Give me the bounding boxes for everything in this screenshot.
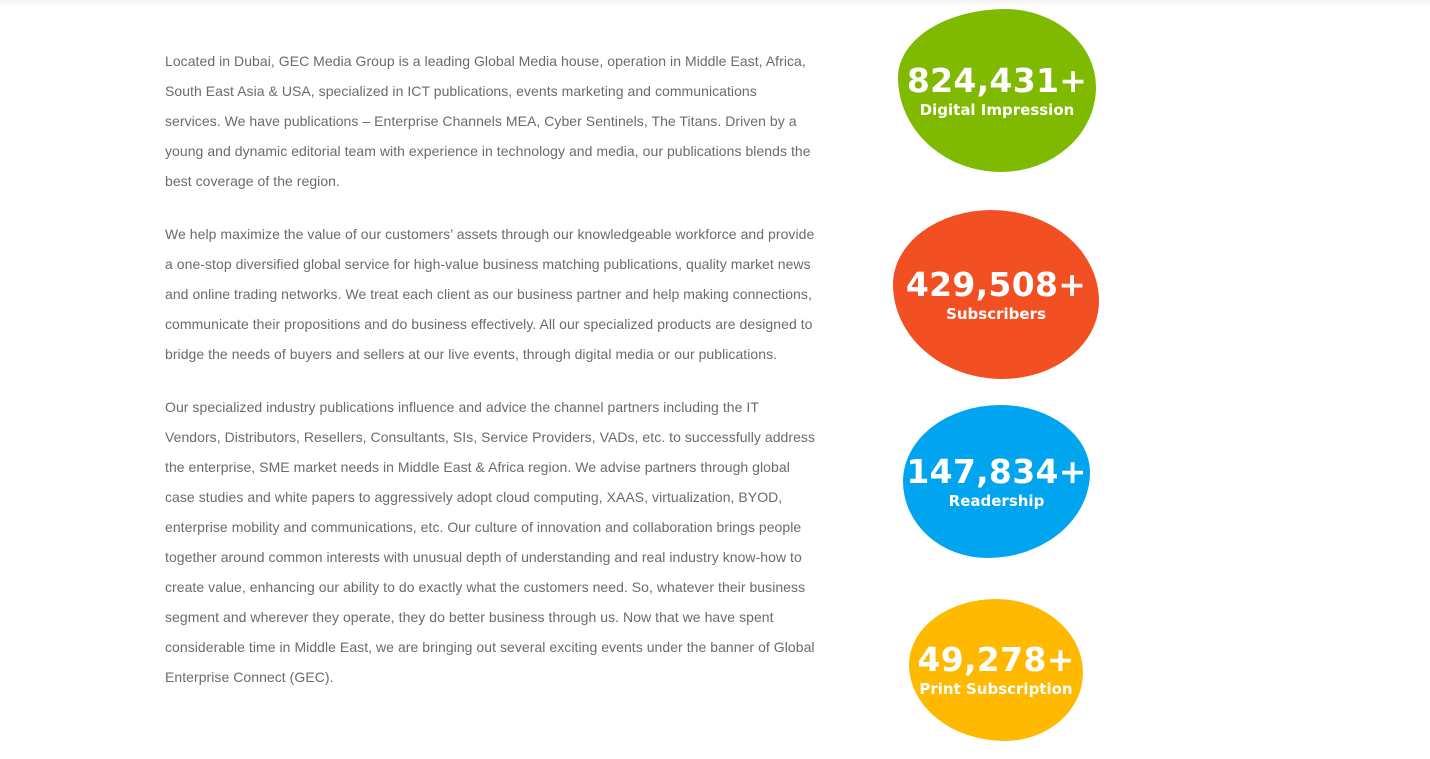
stat-label: Print Subscription	[919, 680, 1073, 698]
stat-label: Digital Impression	[919, 100, 1075, 119]
stat-value: 147,834+	[906, 451, 1087, 491]
stat-value: 429,508+	[905, 264, 1087, 304]
stat-digital-impression	[898, 9, 1096, 172]
stat-subscribers	[893, 210, 1099, 379]
about-paragraph-2: We help maximize the value of our customers’ assets through our knowledgeable workforce and provide a one-stop diversified global service for high-value business matching publications, quality market news and online trading networks. We treat each client as our business partner and help making connections, communicate their propositions and do business effectively. All our specialized products are designed to bridge the needs of buyers and sellers at our live events, through digital media or our publications.	[165, 226, 815, 362]
about-section	[165, 46, 815, 715]
about-paragraph-3: Our specialized industry publications influence and advice the channel partners including the IT Vendors, Distributors, Resellers, Consultants, SIs, Service Providers, VADs, etc. to successfully address the enterprise, SME market needs in Middle East & Africa region. We advise partners through global case studies and white papers to aggressively adopt cloud computing, XAAS, virtualization, BYOD, enterprise mobility and communications, etc. Our culture of innovation and collaboration brings people together around common interests with unusual depth of understanding and real industry know-how to create value, enhancing our ability to do exactly what the customers need. So, whatever their business segment and wherever they operate, they do better business through us. Now that we have spent considerable time in Middle East, we are bringing out several exciting events under the banner of Global Enterprise Connect (GEC).	[165, 399, 816, 685]
stat-value: 824,431+	[906, 60, 1088, 100]
stat-print-subscription	[909, 599, 1083, 741]
stat-label: Readership	[948, 491, 1045, 510]
stat-label: Subscribers	[946, 304, 1046, 323]
stat-value: 49,278+	[917, 640, 1075, 679]
stat-readership	[903, 405, 1090, 558]
about-paragraph-1: Located in Dubai, GEC Media Group is a leading Global Media house, operation in Middle East, Africa, South East Asia & USA, specialized in ICT publications, events marketing and communications services. We have publications – Enterprise Channels MEA, Cyber Sentinels, The Titans. Driven by a young and dynamic editorial team with experience in technology and media, our publications blends the best coverage of the region.	[165, 53, 811, 189]
top-divider	[0, 0, 1430, 6]
